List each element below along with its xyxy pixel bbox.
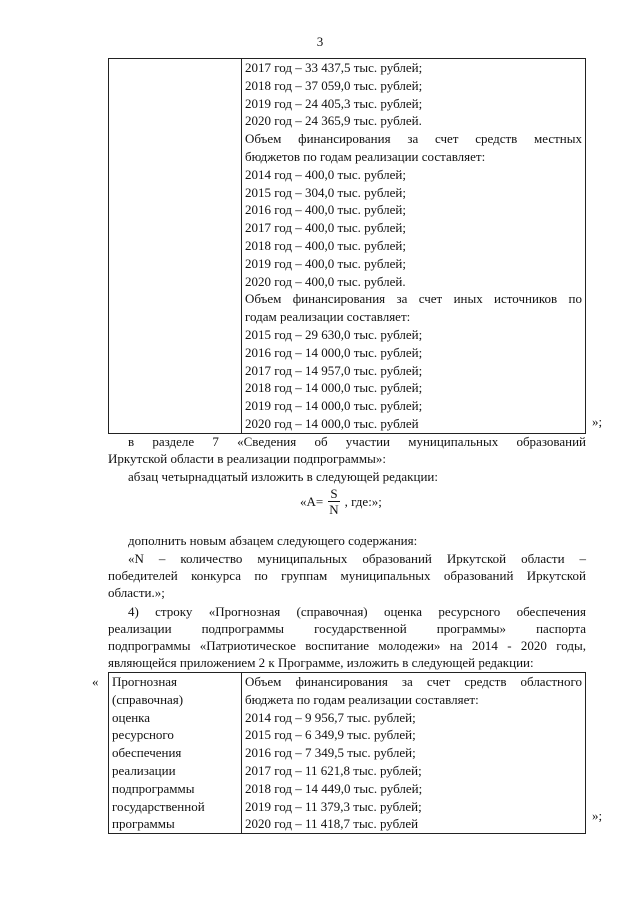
closing-quote: »; [592,808,603,823]
paragraph-n-definition-line3: области.»; [108,585,165,600]
table1-line: 2018 год – 400,0 тыс. рублей; [245,237,406,253]
fraction-denominator: N [329,502,339,517]
table1-line: 2016 год – 400,0 тыс. рублей; [245,202,406,218]
table2-left-line: Прогнозная [112,674,178,689]
paragraph-section7-line2: Иркутской области в реализации подпрограммы»: [108,451,386,466]
table2-left-line: обеспечения [112,745,182,761]
table1-line: годам реализации составляет: [245,309,411,325]
opening-quote: « [92,674,99,689]
table1-line: 2019 год – 14 000,0 тыс. рублей; [245,398,423,414]
table1-line: бюджетов по годам реализации составляет: [245,148,486,164]
formula [300,486,382,517]
paragraph-item4-line4: являющейся приложением 2 к Программе, изложить в следующей редакции: [108,655,534,670]
table1-line: Объем финансирования за счет средств местных [245,131,582,147]
table2-right-line: 2019 год – 11 379,3 тыс. рублей; [245,798,422,814]
table2-right-line: 2017 год – 11 621,8 тыс. рублей; [245,762,422,778]
table2-right-line: 2020 год – 11 418,7 тыс. рублей [245,816,419,832]
table1-line: 2020 год – 24 365,9 тыс. рублей. [245,113,422,129]
table2-left-line: подпрограммы [112,780,195,796]
table2-right-line: 2015 год – 6 349,9 тыс. рублей; [245,727,416,743]
paragraph-item4-line1: 4) строку «Прогнозная (справочная) оценка ресурсного обеспечения [128,604,586,619]
table2-left-line: (справочная) [112,691,184,707]
table2-right-line: Объем финансирования за счет средств областного [245,674,582,689]
paragraph-n-definition-line2: победителей конкурса по группам муниципальных образований Иркутской [108,568,586,583]
table1-left-cell [109,59,242,434]
table1-line: 2016 год – 14 000,0 тыс. рублей; [245,344,423,360]
paragraph-n-definition-line1: «N – количество муниципальных образований Иркутской области – [128,551,586,566]
paragraph-add-new: дополнить новым абзацем следующего содержания: [128,533,418,548]
resource-estimate-table [108,672,586,834]
fraction [327,486,340,517]
table1-line: 2014 год – 400,0 тыс. рублей; [245,166,406,182]
table1-line: 2020 год – 400,0 тыс. рублей. [245,273,406,289]
paragraph-abzac14: абзац четырнадцатый изложить в следующей редакции: [128,469,438,484]
paragraph-item4-line2: реализации подпрограммы государственной программы» паспорта [108,621,586,636]
table1-line: 2017 год – 14 957,0 тыс. рублей; [245,362,423,378]
table1-right-cell [242,59,586,434]
table1-line: 2018 год – 37 059,0 тыс. рублей; [245,77,423,93]
table2-right-line: бюджета по годам реализации составляет: [245,691,479,707]
paragraph-item4-line3: подпрограммы «Патриотическое воспитание молодежи» на 2014 - 2020 годы, [108,638,586,653]
table1-line: 2017 год – 400,0 тыс. рублей; [245,220,406,236]
table2-right-line: 2016 год – 7 349,5 тыс. рублей; [245,745,416,761]
table2-left-line: государственной [112,798,205,814]
table1-line: 2015 год – 29 630,0 тыс. рублей; [245,326,423,342]
table1-line: 2019 год – 400,0 тыс. рублей; [245,255,406,271]
table2-left-line: оценка [112,709,151,725]
table1-line: 2019 год – 24 405,3 тыс. рублей; [245,95,423,111]
table2-left-line: программы [112,816,175,832]
table1-line: 2020 год – 14 000,0 тыс. рублей [245,415,419,431]
table2-left-cell [109,673,242,834]
table2-left-line: реализации [112,762,176,778]
paragraph-section7-line1: в разделе 7 «Сведения об участии муниципальных образований [128,434,586,449]
fraction-numerator: S [330,486,338,501]
funding-table-continued [108,58,586,434]
table2-right-line: 2014 год – 9 956,7 тыс. рублей; [245,709,416,725]
table2-right-cell [242,673,586,834]
table1-line: 2018 год – 14 000,0 тыс. рублей; [245,380,423,396]
table1-line: 2015 год – 304,0 тыс. рублей; [245,184,406,200]
closing-quote: »; [592,414,603,429]
table1-line: 2017 год – 33 437,5 тыс. рублей; [245,60,423,75]
page-number: 3 [316,34,324,49]
table1-line: Объем финансирования за счет иных источников по [245,291,582,307]
table2-left-line: ресурсного [112,727,174,743]
table2-right-line: 2018 год – 14 449,0 тыс. рублей; [245,780,423,796]
formula-prefix: «А= [300,493,324,509]
formula-suffix: , где:»; [344,493,382,509]
